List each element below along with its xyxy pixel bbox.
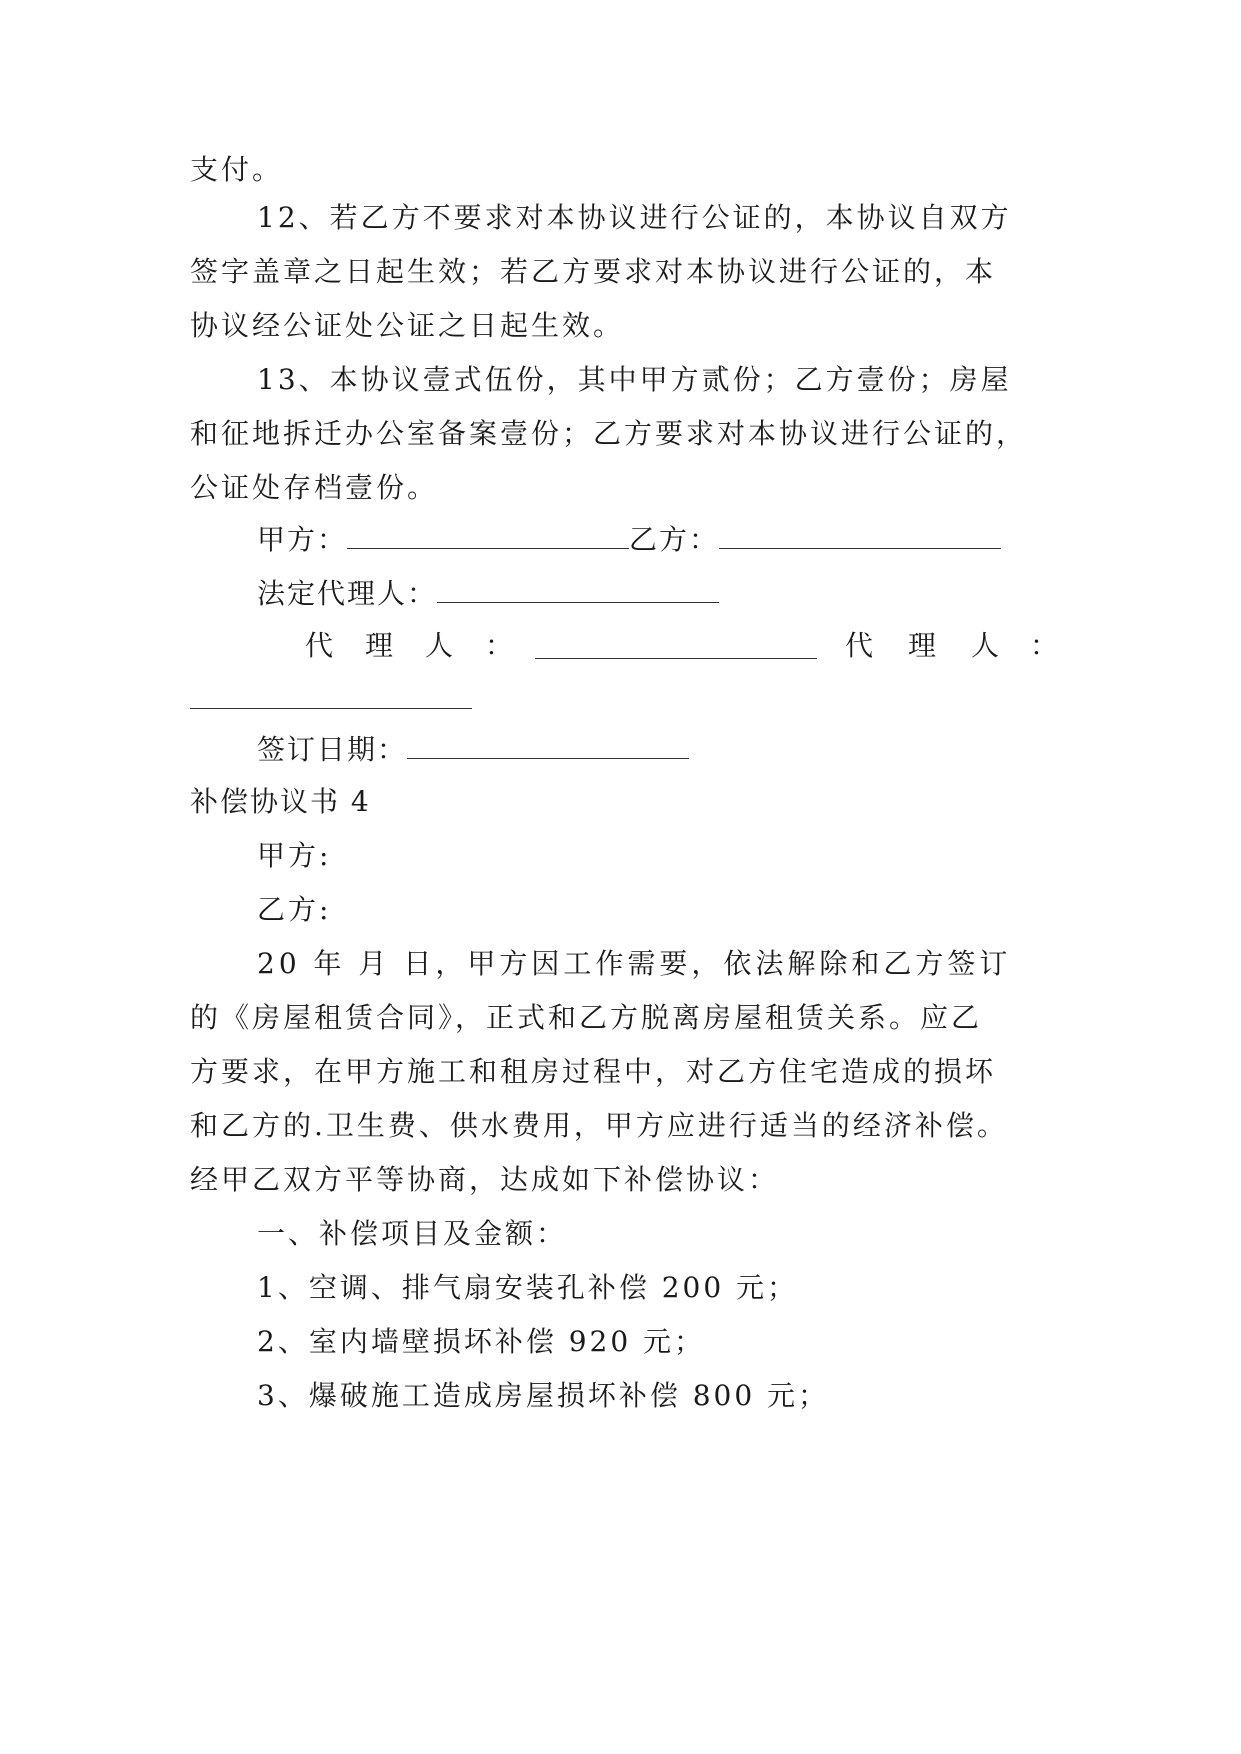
agent-label-char: 代 bbox=[305, 629, 334, 662]
intro-line: 的《房屋租赁合同》，正式和乙方脱离房屋租赁关系。应乙 bbox=[190, 1001, 983, 1034]
signing-date-blank[interactable] bbox=[407, 732, 689, 759]
party-b-signature-blank[interactable] bbox=[719, 522, 1001, 549]
items-heading: 一、补偿项目及金额： bbox=[257, 1217, 568, 1250]
list-item: 2、室内墙壁损坏补偿 920 元； bbox=[257, 1325, 706, 1358]
party-a-line: 甲方: bbox=[257, 839, 332, 872]
list-item: 3、爆破施工造成房屋损坏补偿 800 元； bbox=[257, 1379, 830, 1412]
intro-line: 方要求，在甲方施工和租房过程中，对乙方住宅造成的损坏 bbox=[190, 1055, 997, 1088]
legal-agent-label: 法定代理人： bbox=[257, 577, 438, 610]
paragraph-line: 协议经公证处公证之日起生效。 bbox=[190, 309, 625, 342]
agent-label-char: 人 bbox=[425, 629, 454, 662]
agent-a-signature-blank[interactable] bbox=[535, 632, 817, 659]
list-item: 1、空调、排气扇安装孔补偿 200 元； bbox=[257, 1271, 799, 1304]
paragraph-line: 13、本协议壹式伍份，其中甲方贰份；乙方壹份；房屋 bbox=[257, 363, 1012, 396]
agent-label-char: ： bbox=[485, 629, 514, 662]
legal-agent-row bbox=[257, 574, 719, 614]
party-a-signature-blank[interactable] bbox=[347, 522, 629, 549]
agent-b-signature-blank[interactable] bbox=[190, 682, 472, 709]
intro-line: 20 年 月 日，甲方因工作需要，依法解除和乙方签订 bbox=[257, 947, 1012, 980]
section-title: 补偿协议书 4 bbox=[190, 785, 371, 818]
intro-line: 经甲乙双方平等协商，达成如下补偿协议： bbox=[190, 1163, 780, 1196]
agent-label-char: ： bbox=[1030, 629, 1059, 662]
legal-agent-signature-blank[interactable] bbox=[437, 576, 719, 603]
party-signature-row bbox=[257, 520, 1001, 560]
paragraph-line: 公证处存档壹份。 bbox=[190, 471, 439, 504]
agent-label-char: 代 bbox=[845, 629, 874, 662]
signing-date-row bbox=[257, 730, 689, 770]
paragraph-line: 支付。 bbox=[190, 153, 284, 186]
agent-b-blank-row bbox=[190, 680, 472, 720]
agent-label-char: 理 bbox=[908, 629, 937, 662]
party-b-line: 乙方: bbox=[257, 893, 332, 926]
intro-line: 和乙方的.卫生费、供水费用，甲方应进行适当的经济补偿。 bbox=[190, 1109, 1008, 1142]
party-b-label: 乙方： bbox=[629, 523, 720, 556]
paragraph-line: 12、若乙方不要求对本协议进行公证的，本协议自双方 bbox=[257, 201, 1012, 234]
party-a-label: 甲方： bbox=[257, 523, 348, 556]
paragraph-line: 和征地拆迁办公室备案壹份；乙方要求对本协议进行公证的， bbox=[190, 417, 1028, 450]
signing-date-label: 签订日期： bbox=[257, 733, 408, 766]
paragraph-line: 签字盖章之日起生效；若乙方要求对本协议进行公证的，本 bbox=[190, 255, 997, 288]
agent-label-char: 理 bbox=[365, 629, 394, 662]
agent-label-char: 人 bbox=[971, 629, 1000, 662]
